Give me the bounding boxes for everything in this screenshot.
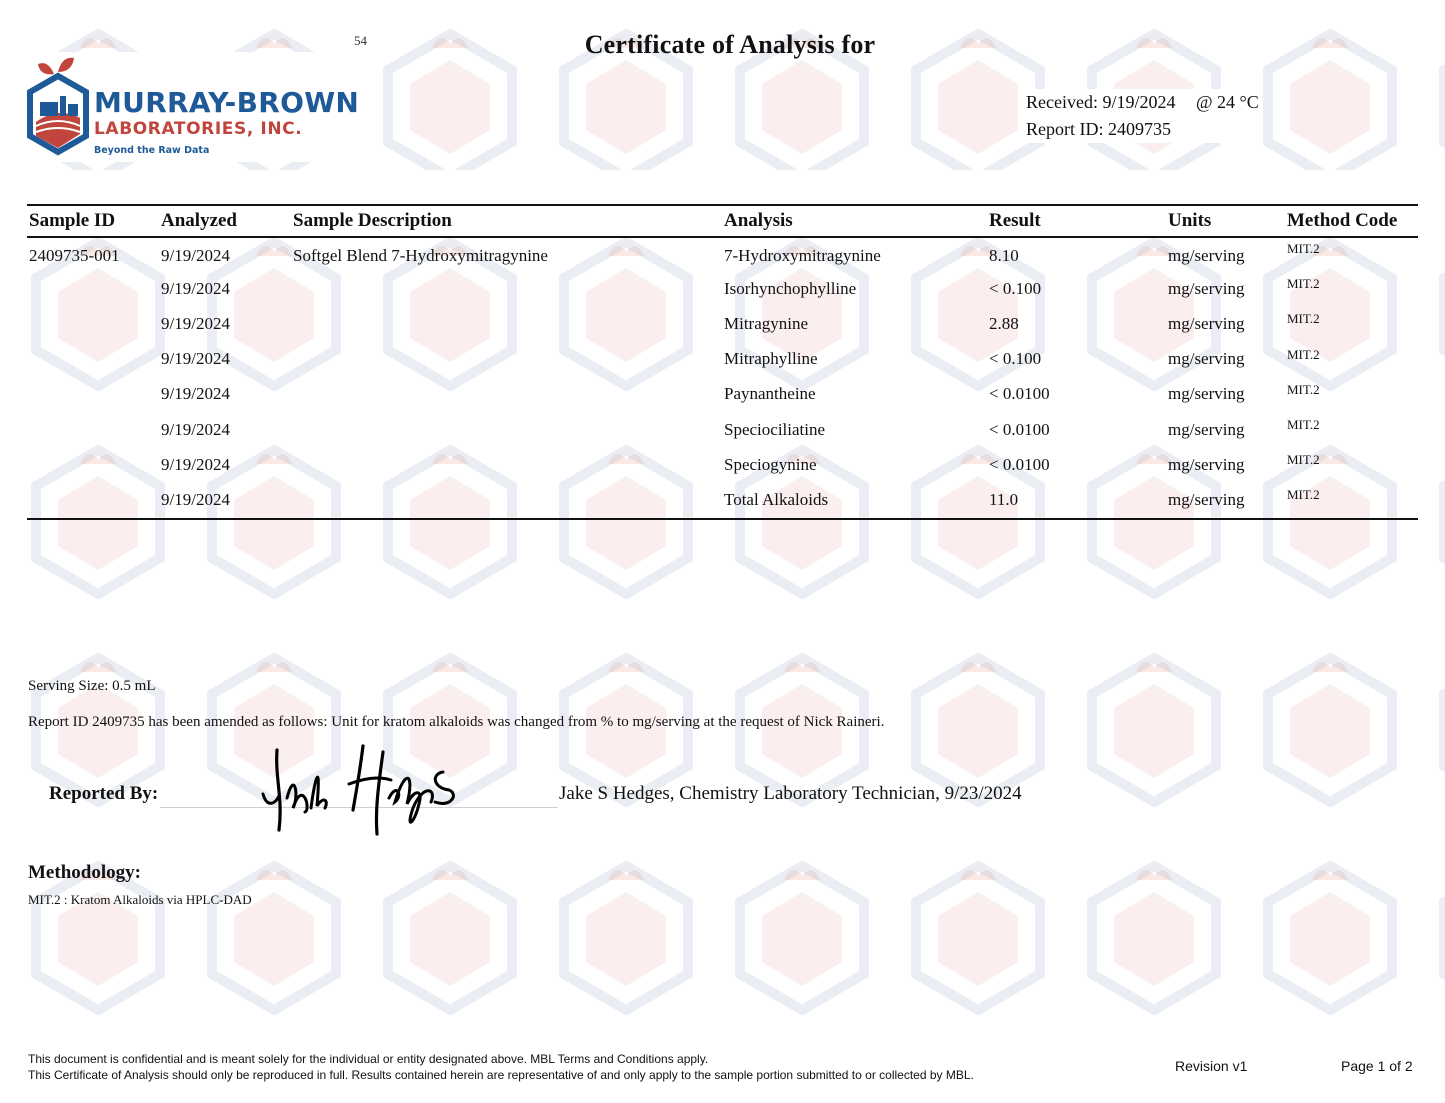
lab-logo-icon bbox=[24, 52, 94, 162]
description-cell bbox=[291, 306, 722, 341]
revision-label: Revision v1 bbox=[1175, 1058, 1248, 1074]
result-cell: < 0.0100 bbox=[989, 454, 1050, 474]
column-header: Analysis bbox=[722, 205, 987, 237]
received-date: 9/19/2024 bbox=[1102, 92, 1176, 112]
report-meta bbox=[1022, 89, 1263, 143]
description-cell bbox=[291, 412, 722, 447]
analyzed-cell: 9/19/2024 bbox=[161, 349, 230, 369]
result-cell: < 0.0100 bbox=[989, 384, 1050, 404]
result-cell: < 0.0100 bbox=[989, 419, 1050, 439]
column-header: Result bbox=[987, 205, 1166, 237]
reporter-name: Jake S Hedges, Chemistry Laboratory Technician, 9/23/2024 bbox=[559, 783, 1022, 804]
table-row bbox=[27, 447, 1418, 482]
analysis-cell: Speciociliatine bbox=[724, 419, 826, 439]
analyzed-cell: 9/19/2024 bbox=[161, 454, 230, 474]
corner-code: 54 bbox=[354, 33, 367, 48]
sample-id-cell bbox=[27, 482, 159, 518]
analyzed-cell: 9/19/2024 bbox=[161, 419, 230, 439]
sample-id-cell bbox=[27, 377, 159, 412]
analysis-cell: Speciogynine bbox=[724, 454, 817, 474]
result-cell: < 0.100 bbox=[989, 349, 1042, 369]
page-title: Certificate of Analysis for bbox=[584, 30, 876, 59]
result-cell: 2.88 bbox=[989, 313, 1019, 333]
description-cell bbox=[291, 482, 722, 518]
analysis-cell: Mitragynine bbox=[724, 313, 809, 333]
result-cell: 8.10 bbox=[989, 246, 1019, 266]
description-cell bbox=[291, 377, 722, 412]
result-cell: < 0.100 bbox=[989, 278, 1042, 298]
reported-by-label: Reported By: bbox=[49, 783, 159, 804]
received-label: Received: bbox=[1026, 92, 1098, 112]
logo-company-name: MURRAY-BROWN bbox=[94, 86, 360, 119]
table-row bbox=[27, 306, 1418, 341]
table-row bbox=[27, 271, 1418, 306]
units-cell: mg/serving bbox=[1168, 384, 1245, 404]
analyzed-cell: 9/19/2024 bbox=[161, 246, 230, 266]
logo-company-subtitle: LABORATORIES, INC. bbox=[94, 119, 303, 139]
description-cell bbox=[291, 271, 722, 306]
received-temperature: @ 24 °C bbox=[1195, 92, 1259, 112]
method-code-cell: MIT.2 bbox=[1287, 241, 1320, 256]
method-code-cell: MIT.2 bbox=[1287, 381, 1320, 397]
method-code-cell: MIT.2 bbox=[1287, 416, 1320, 432]
units-cell: mg/serving bbox=[1168, 278, 1245, 298]
analysis-cell: Isorhynchophylline bbox=[724, 278, 857, 298]
column-header: Method Code bbox=[1285, 205, 1418, 237]
description-cell: Softgel Blend 7-Hydroxymitragynine bbox=[293, 246, 548, 266]
results-table bbox=[27, 204, 1418, 520]
footer-line: This Certificate of Analysis should only be reproduced in full. Results contained herein are representative of and only apply to the sample portion submitted to or collected by MBL. bbox=[28, 1067, 974, 1082]
analyzed-cell: 9/19/2024 bbox=[159, 482, 291, 518]
sample-id-cell: 2409735-001 bbox=[29, 246, 120, 266]
table-row bbox=[27, 237, 1418, 271]
units-cell: mg/serving bbox=[1166, 482, 1285, 518]
method-code-cell: MIT.2 bbox=[1287, 346, 1320, 362]
sample-id-cell bbox=[27, 412, 159, 447]
analyzed-cell: 9/19/2024 bbox=[161, 278, 230, 298]
serving-size-note: Serving Size: 0.5 mL bbox=[28, 678, 156, 694]
analyzed-cell: 9/19/2024 bbox=[161, 384, 230, 404]
sample-id-cell bbox=[27, 271, 159, 306]
analyzed-cell: 9/19/2024 bbox=[161, 313, 230, 333]
report-id-line bbox=[1026, 116, 1259, 143]
methodology-item: MIT.2 : Kratom Alkaloids via HPLC-DAD bbox=[28, 892, 252, 907]
company-logo bbox=[24, 52, 364, 162]
column-header: Analyzed bbox=[159, 205, 291, 237]
units-cell: mg/serving bbox=[1168, 246, 1245, 266]
methodology-title: Methodology: bbox=[28, 862, 141, 883]
footer-disclaimer bbox=[28, 1052, 974, 1083]
analysis-cell: Mitraphylline bbox=[724, 349, 818, 369]
method-code-cell: MIT.2 bbox=[1287, 311, 1320, 327]
analysis-cell: Paynantheine bbox=[724, 384, 816, 404]
analysis-cell: Total Alkaloids bbox=[722, 482, 987, 518]
column-header: Sample ID bbox=[27, 205, 159, 237]
method-code-cell: MIT.2 bbox=[1287, 276, 1320, 292]
method-code-cell: MIT.2 bbox=[1285, 482, 1418, 518]
analysis-cell: 7-Hydroxymitragynine bbox=[724, 246, 881, 266]
table-row bbox=[27, 412, 1418, 447]
description-cell bbox=[291, 447, 722, 482]
report-id-label: Report ID: bbox=[1026, 119, 1104, 139]
table-row bbox=[27, 377, 1418, 412]
footer-line: This document is confidential and is meant solely for the individual or entity designated above. MBL Terms and Conditions apply. bbox=[28, 1052, 709, 1066]
table-row bbox=[27, 482, 1418, 518]
report-id-value: 2409735 bbox=[1107, 119, 1171, 139]
signature-image bbox=[255, 738, 470, 846]
sample-id-cell bbox=[27, 342, 159, 377]
page-number: Page 1 of 2 bbox=[1341, 1058, 1413, 1074]
units-cell: mg/serving bbox=[1168, 313, 1245, 333]
column-header: Units bbox=[1166, 205, 1285, 237]
sample-id-cell bbox=[27, 447, 159, 482]
description-cell bbox=[291, 342, 722, 377]
amendment-note: Report ID 2409735 has been amended as follows: Unit for kratom alkaloids was changed from % to mg/serving at the request of Nick Raineri. bbox=[28, 714, 885, 730]
units-cell: mg/serving bbox=[1168, 454, 1245, 474]
logo-tagline: Beyond the Raw Data bbox=[94, 145, 210, 156]
column-header: Sample Description bbox=[291, 205, 722, 237]
units-cell: mg/serving bbox=[1168, 349, 1245, 369]
table-row bbox=[27, 342, 1418, 377]
method-code-cell: MIT.2 bbox=[1287, 452, 1320, 468]
sample-id-cell bbox=[27, 306, 159, 341]
units-cell: mg/serving bbox=[1168, 419, 1245, 439]
result-cell: 11.0 bbox=[987, 482, 1166, 518]
received-line bbox=[1026, 89, 1259, 116]
table-header-row bbox=[27, 205, 1418, 237]
